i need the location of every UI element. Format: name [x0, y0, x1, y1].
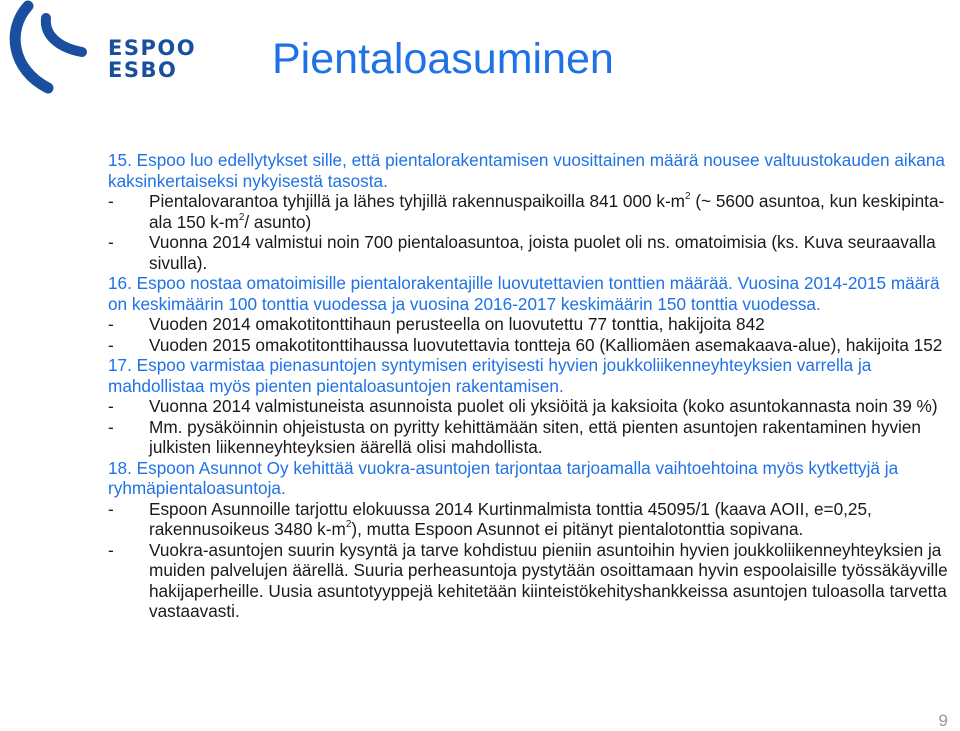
- bullet-text: Vuoden 2015 omakotitonttihaussa luovutettavia tontteja 60 (Kalliomäen asemakaava-alue), hakijoita 152: [149, 334, 943, 355]
- document-body: [108, 150, 953, 622]
- espoo-logo: [0, 0, 200, 95]
- bullet-text: Pientalovarantoa tyhjillä ja lähes tyhjillä rakennuspaikoilla 841 000 k-m: [149, 191, 685, 211]
- goal-15: 15. Espoo luo edellytykset sille, että pientalorakentamisen vuosittainen määrä nousee valtuustokauden aikana kaksinkertaiseksi nykyisestä tasosta.: [108, 150, 945, 191]
- bullet-dash: -: [108, 334, 114, 355]
- page-number: 9: [938, 711, 948, 730]
- bullet-dash: -: [108, 314, 114, 334]
- bullet-dash: -: [108, 232, 114, 252]
- logo-line-esbo: ESBO: [108, 58, 178, 82]
- goal-17: 17. Espoo varmistaa pienasuntojen syntymisen erityisesti hyvien joukkoliikenneyhteyksien varrella ja mahdollistaa myös pienten pientaloasuntojen rakentamisen.: [108, 355, 872, 396]
- goal-17-bullet-1: [108, 396, 953, 417]
- superscript: 2: [685, 191, 691, 203]
- logo-line-espoo: ESPOO: [108, 36, 197, 60]
- superscript: 2: [345, 519, 352, 531]
- bullet-text: Mm. pysäköinnin ohjeistusta on pyritty kehittämään siten, että pienten asuntojen rakentaminen hyvien julkisten liikenneyhteyksien äärellä olisi mahdollista.: [149, 416, 921, 457]
- goal-16-text: Vuosina 2014-2015 määrä on keskimäärin 100 tonttia vuodessa ja vuosina 2016-2017 keskimäärin 150 tonttia vuodessa.: [108, 273, 940, 314]
- bullet-text: Espoon Asunnoille tarjottu elokuussa 2014 Kurtinmalmista tonttia 45095/1 (kaava AOII, e=0,25, rakennusoikeus 3480 k-m: [149, 498, 872, 539]
- goal-16: [108, 273, 953, 314]
- bullet-dash: -: [108, 191, 114, 211]
- superscript: 2: [238, 211, 245, 223]
- goal-15-bullet-2: [108, 232, 953, 273]
- goal-16-bullet-1: [108, 314, 953, 335]
- goal-16-bullet-2: [108, 335, 953, 356]
- logo-wordmark: [108, 38, 196, 82]
- bullet-dash: -: [108, 498, 114, 519]
- bullet-dash: -: [108, 416, 114, 437]
- bullet-text: Vuokra-asuntojen suurin kysyntä ja tarve kohdistuu pieniin asuntoihin hyvien joukkoliikenneyhteyksien ja muiden palvelujen äärellä. Suuria perheasuntoja pystytään osoittamaan hyvin espoolaisille työssäkäyville hakijaperheille. Uusia asuntotyyppejä kehitetään kiinteistökehityshankkeissa asuntojen tuloasolla tarvetta vastaavasti.: [149, 539, 948, 621]
- bullet-text: (~ 5600 asuntoa, kun keskipinta-ala 150 k-m: [149, 191, 945, 232]
- goal-18: 18. Espoon Asunnot Oy kehittää vuokra-asuntojen tarjontaa tarjoamalla vaihtoehtoina myös kytkettyjä ja ryhmäpientaloasuntoja.: [108, 457, 899, 498]
- bullet-text: / asunto): [244, 211, 312, 232]
- bullet-text: Vuonna 2014 valmistui noin 700 pientaloasuntoa, joista puolet oli ns. omatoimisia (ks. Kuva seuraavalla sivulla).: [149, 232, 936, 273]
- bullet-text: Vuonna 2014 valmistuneista asunnoista puolet oli yksiöitä ja kaksioita (koko asuntokannasta noin 39 %): [149, 396, 938, 416]
- bullet-dash: -: [108, 539, 114, 560]
- goal-17-bullet-2: [108, 417, 953, 458]
- bullet-dash: -: [108, 396, 114, 416]
- goal-18-bullet-2: [108, 540, 953, 622]
- goal-16-heading: 16. Espoo nostaa omatoimisille pientalorakentajille luovutettavien tonttien määrää.: [108, 273, 733, 293]
- bullet-text: Vuoden 2014 omakotitonttihaun perusteella on luovutettu 77 tonttia, hakijoita 842: [149, 314, 765, 334]
- bullet-text: ), mutta Espoon Asunnot ei pitänyt pientalotonttia sopivana.: [351, 519, 804, 539]
- goal-18-bullet-1: [108, 499, 953, 540]
- goal-15-bullet-1: [108, 191, 953, 232]
- page-title: Pientaloasuminen: [272, 35, 614, 83]
- espoo-wave-icon: [0, 0, 105, 95]
